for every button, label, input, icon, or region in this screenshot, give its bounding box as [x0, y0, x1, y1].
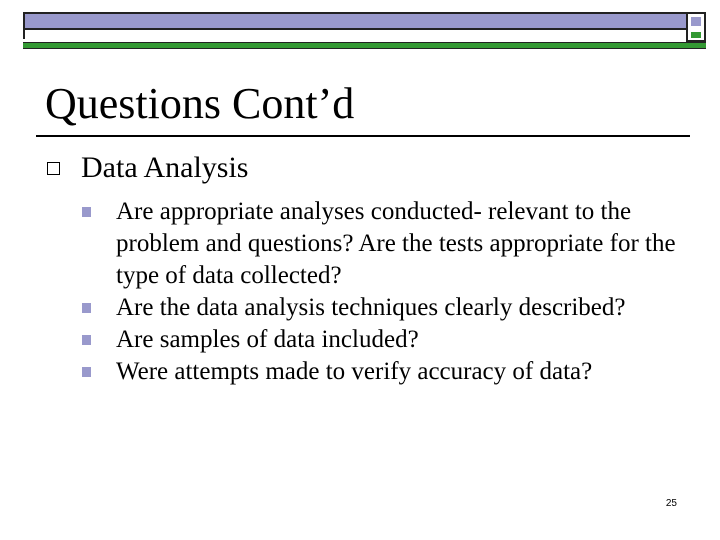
level1-list — [45, 148, 685, 188]
decorative-header-bar — [23, 12, 706, 39]
header-left-tick — [23, 12, 25, 39]
level2-list — [82, 196, 682, 388]
bullet-text: Were attempts made to verify accuracy of data? — [116, 358, 593, 385]
page-number: 25 — [665, 498, 677, 509]
list-item — [82, 324, 682, 356]
filled-square-icon — [82, 207, 91, 217]
bullet-text: Are samples of data included? — [116, 326, 419, 353]
section-heading: Data Analysis — [81, 151, 249, 184]
title-divider — [36, 135, 690, 137]
list-item — [82, 356, 682, 388]
list-item — [82, 196, 682, 292]
header-green-band — [23, 42, 706, 49]
header-blue-band — [23, 12, 706, 30]
list-item — [45, 148, 685, 188]
filled-square-icon — [82, 335, 91, 345]
header-corner-box — [686, 12, 706, 42]
slide-title: Questions Cont’d — [45, 79, 355, 128]
hollow-square-icon — [47, 162, 60, 175]
filled-square-icon — [82, 303, 91, 313]
bullet-text: Are appropriate analyses conducted- relevant to the problem and questions? Are the tests appropriate for the type of data collected? — [116, 198, 676, 289]
filled-square-icon — [82, 367, 91, 377]
bullet-text: Are the data analysis techniques clearly described? — [116, 294, 626, 321]
list-item — [82, 292, 682, 324]
